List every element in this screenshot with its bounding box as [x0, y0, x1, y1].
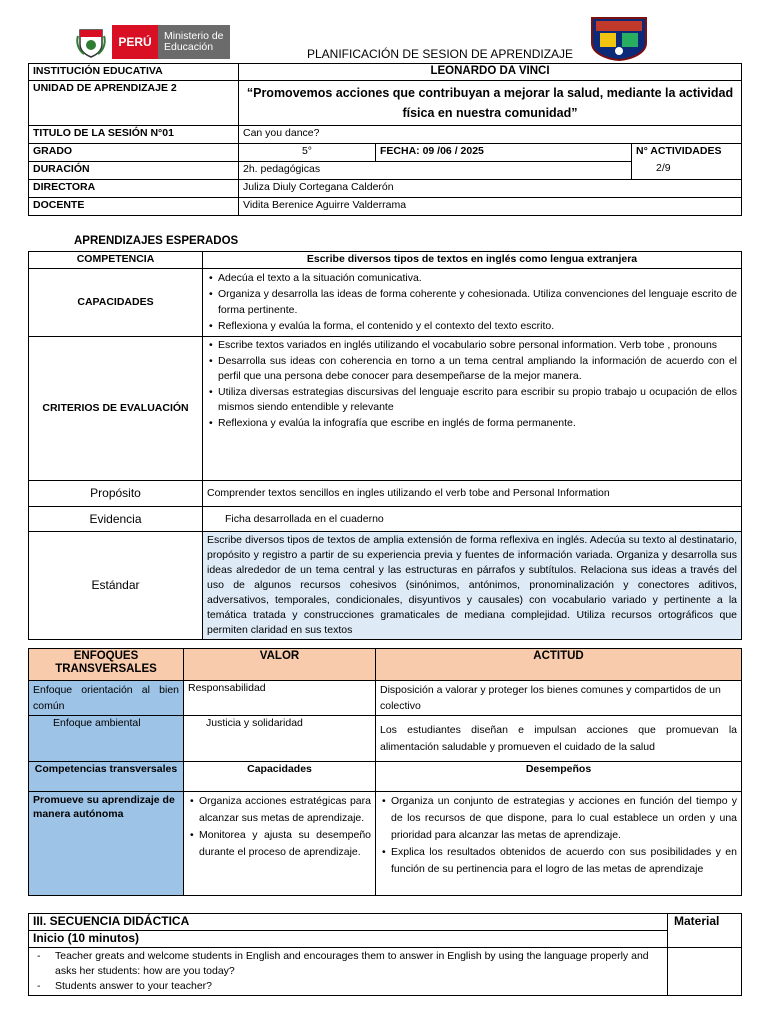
competencia-transversal: Promueve su aprendizaje de manera autónoma	[29, 792, 184, 896]
unidad-label: UNIDAD DE APRENDIZAJE 2	[29, 81, 239, 126]
aprendizajes-table	[28, 251, 742, 640]
evidencia-label: Evidencia	[29, 507, 203, 532]
criterio-item: • Escribe textos variados en inglés utilizando el vocabulario sobre personal information. Verb tobe , pronouns	[218, 338, 737, 354]
desempeno-item: • Organiza un conjunto de estrategias y acciones en función del tiempo y de los recursos de que dispone, para lo cual establece un orden y una prioridad para alcanzar las metas de aprendizaje.	[391, 793, 737, 844]
titulo-label: TITULO DE LA SESIÓN N°01	[29, 126, 239, 144]
peru-shield-logo	[76, 26, 106, 58]
estandar-value: Escribe diversos tipos de textos de amplia extensión de forma reflexiva en inglés. Adecúa su texto al destinatario, propósito y registro a partir de su experiencia previa y fuentes de información variada. Organiza y desarrolla sus ideas alrededor de un tema central y las estructuras en párrafos y subtítulos. Relaciona sus ideas a través del uso de algunos recursos cohesivos (sinónimos, antónimos, pronominalización y conectores aditivos, adversativos, temporales, condicionales, disyuntivos y causales) con vocabulario variado y pertinente a la temática tratada y construcciones gramaticales de mediana complejidad. Utiliza recursos ortográficos que permiten claridad en sus textos	[203, 532, 742, 640]
enfoques-table	[28, 648, 742, 896]
secuencia-heading: III. SECUENCIA DIDÁCTICA	[29, 914, 668, 931]
actitud-header: ACTITUD	[376, 649, 742, 681]
valor-cell: Justicia y solidaridad	[184, 716, 376, 762]
enfoque-cell: Enfoque ambiental	[29, 716, 184, 762]
inicio-items	[29, 948, 668, 996]
fecha-label: FECHA: 09 /06 / 2025	[376, 144, 632, 162]
actitud-cell: Disposición a valorar y proteger los bienes comunes y compartidos de un colectivo	[376, 681, 742, 716]
valor-header: VALOR	[184, 649, 376, 681]
institucion-value: LEONARDO DA VINCI	[239, 64, 742, 81]
capacidad-item: • Organiza y desarrolla las ideas de forma coherente y cohesionada. Utiliza convenciones del lenguaje escrito de forma pertinente.	[218, 286, 737, 318]
peru-logo-block: PERÚ	[112, 25, 158, 59]
ministry-logo-block: Ministerio de Educación	[158, 25, 230, 59]
duracion-label: DURACIÓN	[29, 162, 239, 180]
capacidades-transversales	[184, 792, 376, 896]
competencia-value: Escribe diversos tipos de textos en inglés como lengua extranjera	[203, 252, 742, 269]
material-label: Material	[668, 914, 742, 948]
list-item: - Students answer to your teacher?	[37, 980, 213, 992]
actividades-label: N° ACTIVIDADES	[636, 145, 722, 157]
criterio-item: • Reflexiona y evalúa la infografía que escribe en inglés de forma permanente.	[218, 416, 737, 432]
competencia-label: COMPETENCIA	[29, 252, 203, 269]
desempeno-item: • Explica los resultados obtenidos de acuerdo con sus posibilidades y en función de su pertinencia para el logro de las metas de aprendizaje	[391, 844, 737, 878]
capacidad-item: • Monitorea y ajusta su desempeño durante el proceso de aprendizaje.	[199, 827, 371, 861]
proposito-value: Comprender textos sencillos en ingles utilizando el verb tobe and Personal Information	[203, 481, 742, 507]
actividades-cell	[632, 144, 742, 180]
material-cell	[668, 948, 742, 996]
info-table	[28, 63, 742, 216]
valor-cell: Responsabilidad	[184, 681, 376, 716]
institucion-label: INSTITUCIÓN EDUCATIVA	[29, 64, 239, 81]
actividades-value: 2/9	[656, 162, 671, 174]
capacidad-item: • Adecúa el texto a la situación comunicativa.	[218, 270, 737, 286]
criterio-item: • Desarrolla sus ideas con coherencia en torno a un tema central ampliando la información de acuerdo con el perfil que una persona debe conocer para desempeñarse de la mejor manera.	[218, 354, 737, 385]
aprendizajes-heading: APRENDIZAJES ESPERADOS	[74, 235, 239, 247]
directora-value: Juliza Diuly Cortegana Calderón	[239, 180, 742, 198]
list-item: - Teacher greats and welcome students in English and encourages them to answer in English by using the language properly and asks her students: how are you today?	[37, 950, 649, 977]
document-title: PLANIFICACIÓN DE SESION DE APRENDIZAJE	[306, 47, 574, 61]
docente-label: DOCENTE	[29, 198, 239, 216]
competencias-header: Competencias transversales	[29, 762, 184, 792]
proposito-label: Propósito	[29, 481, 203, 507]
duracion-value: 2h. pedagógicas	[239, 162, 632, 180]
capacidades-list	[203, 269, 742, 337]
evidencia-value: Ficha desarrollada en el cuaderno	[203, 507, 742, 532]
desempenos-header: Desempeños	[376, 762, 742, 792]
titulo-value: Can you dance?	[239, 126, 742, 144]
directora-label: DIRECTORA	[29, 180, 239, 198]
docente-value: Vidita Berenice Aguirre Valderrama	[239, 198, 742, 216]
secuencia-table	[28, 913, 742, 996]
capacidad-item: • Organiza acciones estratégicas para alcanzar sus metas de aprendizaje.	[199, 793, 371, 827]
criterios-label: CRITERIOS DE EVALUACIÓN	[29, 337, 203, 481]
desempenos-list	[376, 792, 742, 896]
grado-value: 5°	[239, 144, 376, 162]
enfoques-header: ENFOQUES TRANSVERSALES	[29, 649, 184, 681]
criterio-item: • Utiliza diversas estrategias discursivas del lenguaje escrito para escribir su propio trabajo u ocupación de ellos mismos siendo entendible y relevante	[218, 385, 737, 416]
estandar-label: Estándar	[29, 532, 203, 640]
criterios-list	[203, 337, 742, 481]
capacidades-label: CAPACIDADES	[29, 269, 203, 337]
actitud-cell: Los estudiantes diseñan e impulsan acciones que promuevan la alimentación saludable y promueven el cuidado de la salud	[376, 716, 742, 762]
capacidad-item: • Reflexiona y evalúa la forma, el contenido y el contexto del texto escrito.	[218, 318, 737, 334]
enfoque-cell: Enfoque orientación al bien común	[29, 681, 184, 716]
inicio-label: Inicio (10 minutos)	[29, 931, 668, 948]
unidad-value: “Promovemos acciones que contribuyan a mejorar la salud, mediante la actividad física en nuestra comunidad”	[239, 81, 742, 126]
grado-label: GRADO	[29, 144, 239, 162]
capacidades-header: Capacidades	[184, 762, 376, 792]
